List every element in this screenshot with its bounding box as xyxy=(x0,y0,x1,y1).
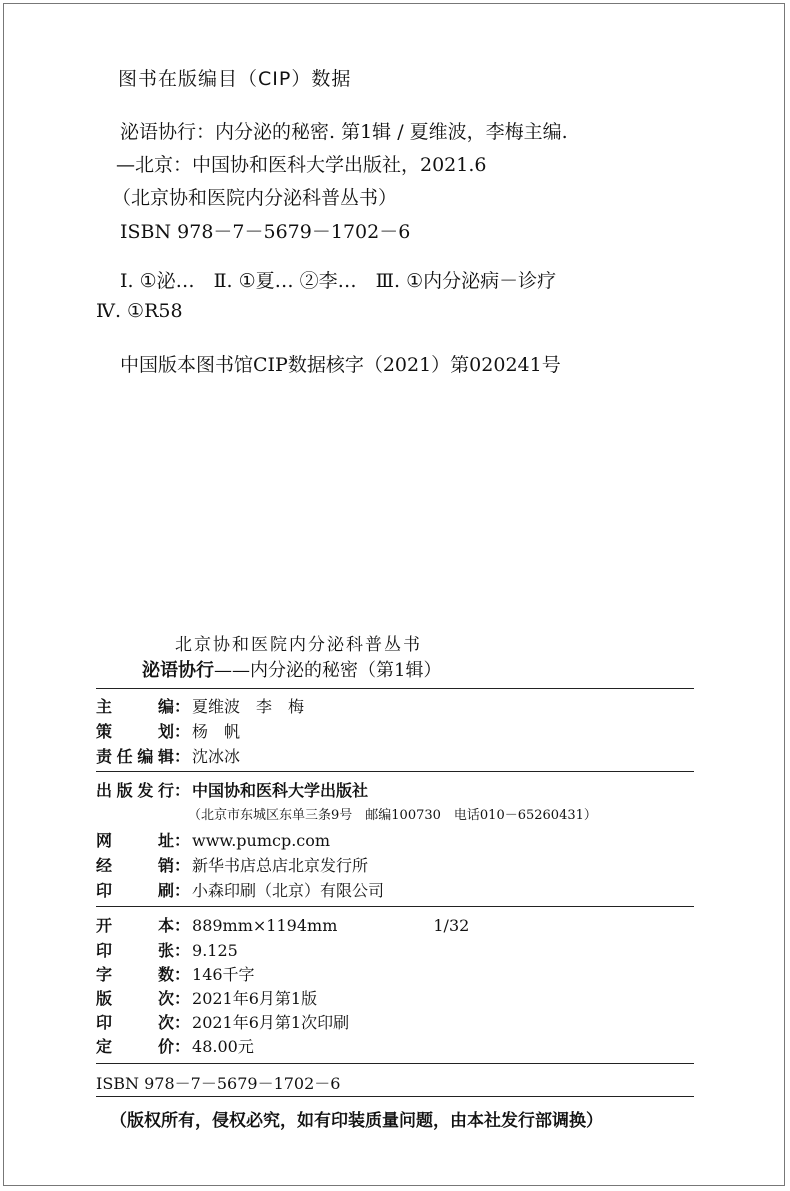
word-count-row: 字 数 ： 146千字 xyxy=(96,962,255,985)
edition-row: 版 次 ： 2021年6月第1版 xyxy=(96,986,317,1009)
distributor-value: 新华书店总店北京发行所 xyxy=(192,856,369,875)
publisher-value: 中国协和医科大学出版社 xyxy=(192,781,369,800)
cip-heading: 图书在版编目（CIP）数据 xyxy=(118,68,352,90)
format-row: 开 本 ： 889mm×1194mm 1/32 xyxy=(96,913,469,936)
editor-row: 主 编 ： 夏维波 李 梅 xyxy=(96,694,304,717)
word-count-label: 字 数 xyxy=(96,965,174,984)
price-label: 定 价 xyxy=(96,1037,174,1056)
cip-classification-code: Ⅳ. ①R58 xyxy=(96,300,183,322)
rights-notice: （版权所有，侵权必究，如有印装质量问题，由本社发行部调换） xyxy=(110,1111,603,1131)
publisher-row: 出版发行 ： 中国协和医科大学出版社 xyxy=(96,778,368,801)
cip-record-number: 中国版本图书馆CIP数据核字（2021）第020241号 xyxy=(120,354,561,376)
editor-label: 主 编 xyxy=(96,697,174,716)
planner-row: 策 划 ： 杨 帆 xyxy=(96,719,240,742)
divider xyxy=(96,906,694,907)
website-value: www.pumcp.com xyxy=(192,831,331,850)
responsible-editor-label: 责任编辑 xyxy=(96,747,174,766)
publisher-address: （北京市东城区东单三条9号 邮编100730 电话010－65260431） xyxy=(188,808,597,823)
divider xyxy=(96,1063,694,1064)
colophon-isbn: ISBN 978－7－5679－1702－6 xyxy=(96,1074,341,1093)
printing-label: 印 次 xyxy=(96,1013,174,1032)
edition-label: 版 次 xyxy=(96,989,174,1008)
responsible-editor-value: 沈冰冰 xyxy=(192,747,241,766)
format-label: 开 本 xyxy=(96,916,174,935)
cip-title-line: 泌语协行：内分泌的秘密. 第1辑 / 夏维波，李梅主编. xyxy=(120,121,568,143)
series-name: 北京协和医院内分泌科普丛书 xyxy=(175,635,422,655)
price-value: 48.00元 xyxy=(192,1037,254,1056)
cip-isbn: ISBN 978－7－5679－1702－6 xyxy=(120,221,411,243)
edition-value: 2021年6月第1版 xyxy=(192,989,318,1008)
printer-value: 小森印刷（北京）有限公司 xyxy=(192,881,385,900)
cip-series-line: （北京协和医院内分泌科普丛书） xyxy=(112,187,398,209)
format-value: 889mm×1194mm xyxy=(192,916,338,935)
distributor-label: 经 销 xyxy=(96,856,174,875)
printing-row: 印 次 ： 2021年6月第1次印刷 xyxy=(96,1010,349,1033)
planner-label: 策 划 xyxy=(96,722,174,741)
responsible-editor-row: 责任编辑 ： 沈冰冰 xyxy=(96,744,240,767)
book-title-main: 泌语协行 xyxy=(142,660,214,681)
planner-value: 杨 帆 xyxy=(192,722,241,741)
editor-value: 夏维波 李 梅 xyxy=(192,697,305,716)
cip-classification: Ⅰ. ①泌… Ⅱ. ①夏… ②李… Ⅲ. ①内分泌病－诊疗 xyxy=(120,270,557,292)
distributor-row: 经 销 ： 新华书店总店北京发行所 xyxy=(96,853,368,876)
word-count-value: 146千字 xyxy=(192,965,255,984)
cip-publisher-line: —北京：中国协和医科大学出版社，2021.6 xyxy=(116,154,487,176)
book-title-subtitle: ——内分泌的秘密（第1辑） xyxy=(214,660,442,681)
divider xyxy=(96,688,694,689)
divider xyxy=(96,771,694,772)
divider xyxy=(96,1096,694,1097)
printer-label: 印 刷 xyxy=(96,881,174,900)
publisher-label: 出版发行 xyxy=(96,781,174,800)
sheets-value: 9.125 xyxy=(192,941,238,960)
website-label: 网 址 xyxy=(96,831,174,850)
sheets-label: 印 张 xyxy=(96,941,174,960)
book-title xyxy=(142,656,441,682)
format-fraction: 1/32 xyxy=(433,916,470,935)
website-row: 网 址 ： www.pumcp.com xyxy=(96,828,330,851)
printing-value: 2021年6月第1次印刷 xyxy=(192,1013,350,1032)
sheets-row: 印 张 ： 9.125 xyxy=(96,938,238,961)
price-row: 定 价 ： 48.00元 xyxy=(96,1034,254,1057)
printer-row: 印 刷 ： 小森印刷（北京）有限公司 xyxy=(96,878,384,901)
